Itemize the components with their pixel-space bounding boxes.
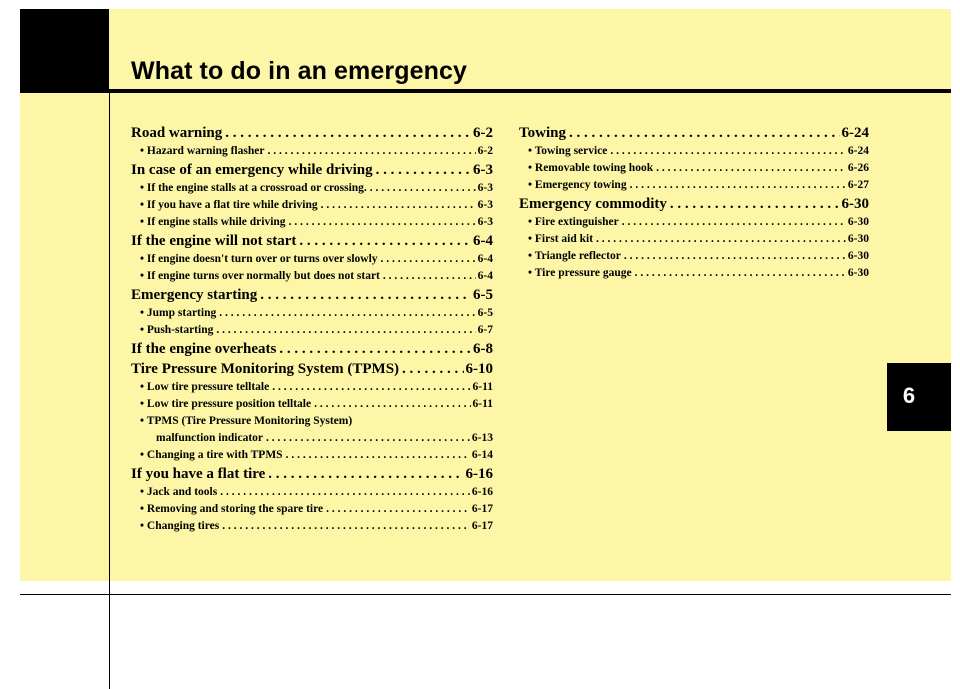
toc-subentry[interactable] [131, 143, 493, 160]
dot-leader [219, 518, 470, 535]
toc-subentry[interactable] [131, 305, 493, 322]
toc-entry-title: • Tire pressure gauge [528, 267, 632, 279]
toc-entry-title: malfunction indicator [156, 432, 264, 444]
dot-leader [276, 339, 471, 359]
dot-leader [607, 143, 845, 160]
toc-page-number: 6-4 [473, 233, 493, 249]
toc-subentry[interactable] [131, 180, 493, 197]
toc-entry-title: • If you have a flat tire while driving [140, 199, 318, 211]
toc-page-number: 6-4 [477, 270, 493, 282]
dot-leader [286, 214, 476, 231]
toc-entry-title: Towing [519, 125, 566, 141]
toc-subentry[interactable] [519, 160, 869, 177]
toc-entry-title: • Removable towing hook [528, 162, 654, 174]
dot-leader [311, 396, 470, 413]
toc-page-number: 6-8 [473, 341, 493, 357]
dot-leader [566, 123, 840, 143]
toc-page-number: 6-4 [477, 253, 493, 265]
dot-leader [318, 197, 476, 214]
dot-leader [216, 305, 475, 322]
toc-entry-title: • Hazard warning flasher [140, 145, 265, 157]
dot-leader [323, 501, 470, 518]
toc-subentry[interactable] [131, 447, 493, 464]
dot-leader [367, 180, 476, 197]
toc-entry-title: • Fire extinguisher [528, 216, 619, 228]
toc-subentry[interactable] [131, 484, 493, 501]
toc-entry-title: • Low tire pressure position telltale [140, 398, 312, 410]
dot-leader [296, 231, 471, 251]
toc-page-number: 6-2 [473, 125, 493, 141]
toc-entry-title: • First aid kit [528, 233, 594, 245]
toc-page-number: 6-30 [841, 196, 869, 212]
toc-page-number: 6-3 [473, 162, 493, 178]
toc-column-left [131, 123, 493, 535]
toc-entry-title: • Jump starting [140, 307, 217, 319]
toc-entry-title: • If engine turns over normally but does not start [140, 270, 380, 282]
dot-leader [619, 214, 846, 231]
toc-subentry[interactable] [519, 143, 869, 160]
toc-subentry[interactable] [519, 248, 869, 265]
dot-leader [593, 231, 846, 248]
dot-leader [213, 322, 475, 339]
toc-subentry[interactable] [131, 501, 493, 518]
toc-page-number: 6-26 [847, 162, 869, 174]
page-title: What to do in an emergency [131, 57, 467, 85]
toc-entry[interactable] [519, 123, 869, 143]
toc-entry-title: • Removing and storing the spare tire [140, 503, 324, 515]
toc-page-number: 6-17 [471, 503, 493, 515]
toc-entry-title: • Towing service [528, 145, 608, 157]
toc-page-number: 6-30 [847, 216, 869, 228]
toc-column-right [519, 123, 869, 282]
toc-entry-title: If you have a flat tire [131, 466, 266, 482]
toc-subentry[interactable] [519, 177, 869, 194]
toc-entry-title: • Low tire pressure telltale [140, 381, 270, 393]
toc-page-number: 6-2 [477, 145, 493, 157]
toc-page-number: 6-14 [471, 449, 493, 461]
toc-subentry[interactable] [131, 430, 493, 447]
dot-leader [283, 447, 470, 464]
toc-entry-title: In case of an emergency while driving [131, 162, 373, 178]
toc-entry[interactable] [131, 339, 493, 359]
toc-page-number: 6-11 [472, 398, 493, 410]
dot-leader [667, 194, 840, 214]
dot-leader [263, 430, 470, 447]
toc-entry-title: • Emergency towing [528, 179, 627, 191]
dot-leader [222, 123, 471, 143]
dot-leader [627, 177, 846, 194]
bottom-rule [20, 594, 951, 595]
toc-subentry[interactable] [131, 197, 493, 214]
toc-page-number: 6-16 [465, 466, 493, 482]
toc-subentry[interactable] [131, 413, 493, 430]
toc-entry-title: • Changing tires [140, 520, 220, 532]
chapter-number: 6 [902, 383, 916, 408]
margin-line [109, 92, 110, 689]
toc-entry[interactable] [131, 464, 493, 484]
toc-page-number: 6-3 [477, 216, 493, 228]
dot-leader [269, 379, 470, 396]
toc-entry-title: • If engine doesn't turn over or turns over slowly [140, 253, 378, 265]
toc-entry[interactable] [131, 359, 493, 379]
toc-page-number: 6-7 [477, 324, 493, 336]
toc-page-number: 6-5 [473, 287, 493, 303]
dot-leader [373, 160, 471, 180]
toc-page-number: 6-3 [477, 199, 493, 211]
toc-entry-title: • Push-starting [140, 324, 214, 336]
toc-page-number: 6-3 [477, 182, 493, 194]
toc-entry-title: • Changing a tire with TPMS [140, 449, 283, 461]
dot-leader [399, 359, 463, 379]
toc-entry-title: • If the engine stalls at a crossroad or crossing. [140, 182, 367, 194]
toc-subentry[interactable] [131, 214, 493, 231]
toc-page-number: 6-24 [847, 145, 869, 157]
toc-subentry[interactable] [519, 214, 869, 231]
toc-entry[interactable] [131, 285, 493, 305]
toc-page-number: 6-5 [477, 307, 493, 319]
dot-leader [217, 484, 470, 501]
toc-page-number: 6-30 [847, 233, 869, 245]
dot-leader [380, 268, 476, 285]
toc-entry-title: • If engine stalls while driving [140, 216, 286, 228]
toc-entry-title: • Triangle reflector [528, 250, 621, 262]
toc-page-number: 6-17 [471, 520, 493, 532]
toc-page-number: 6-16 [471, 486, 493, 498]
toc-subentry[interactable] [519, 231, 869, 248]
dot-leader [257, 285, 471, 305]
toc-page-number: 6-24 [841, 125, 869, 141]
toc-subentry[interactable] [131, 396, 493, 413]
toc-page-number: 6-13 [471, 432, 493, 444]
dot-leader [265, 464, 463, 484]
toc-entry-title: • TPMS (Tire Pressure Monitoring System) [140, 415, 353, 427]
toc-page-number: 6-27 [847, 179, 869, 191]
toc-subentry[interactable] [131, 379, 493, 396]
title-rule [20, 89, 951, 93]
toc-page-number: 6-11 [472, 381, 493, 393]
toc-entry-title: If the engine will not start [131, 233, 297, 249]
dot-leader [621, 248, 846, 265]
toc-page-number: 6-30 [847, 250, 869, 262]
dot-leader [264, 143, 475, 160]
toc-entry-title: If the engine overheats [131, 341, 277, 357]
toc-subentry[interactable] [131, 322, 493, 339]
toc-entry-title: Emergency starting [131, 287, 258, 303]
dot-leader [632, 265, 846, 282]
corner-block [20, 9, 109, 92]
toc-entry[interactable] [131, 160, 493, 180]
toc-page-number: 6-30 [847, 267, 869, 279]
dot-leader [378, 251, 476, 268]
toc-page-number: 6-10 [465, 361, 493, 377]
toc-entry-title: Road warning [131, 125, 223, 141]
toc-entry[interactable] [131, 123, 493, 143]
toc-subentry[interactable] [131, 251, 493, 268]
toc-entry-title: Emergency commodity [519, 196, 667, 212]
toc-entry-title: Tire Pressure Monitoring System (TPMS) [131, 361, 400, 377]
toc-entry[interactable] [131, 231, 493, 251]
toc-subentry[interactable] [131, 268, 493, 285]
toc-subentry[interactable] [131, 518, 493, 535]
toc-entry[interactable] [519, 194, 869, 214]
toc-subentry[interactable] [519, 265, 869, 282]
dot-leader [653, 160, 846, 177]
toc-entry-title: • Jack and tools [140, 486, 218, 498]
